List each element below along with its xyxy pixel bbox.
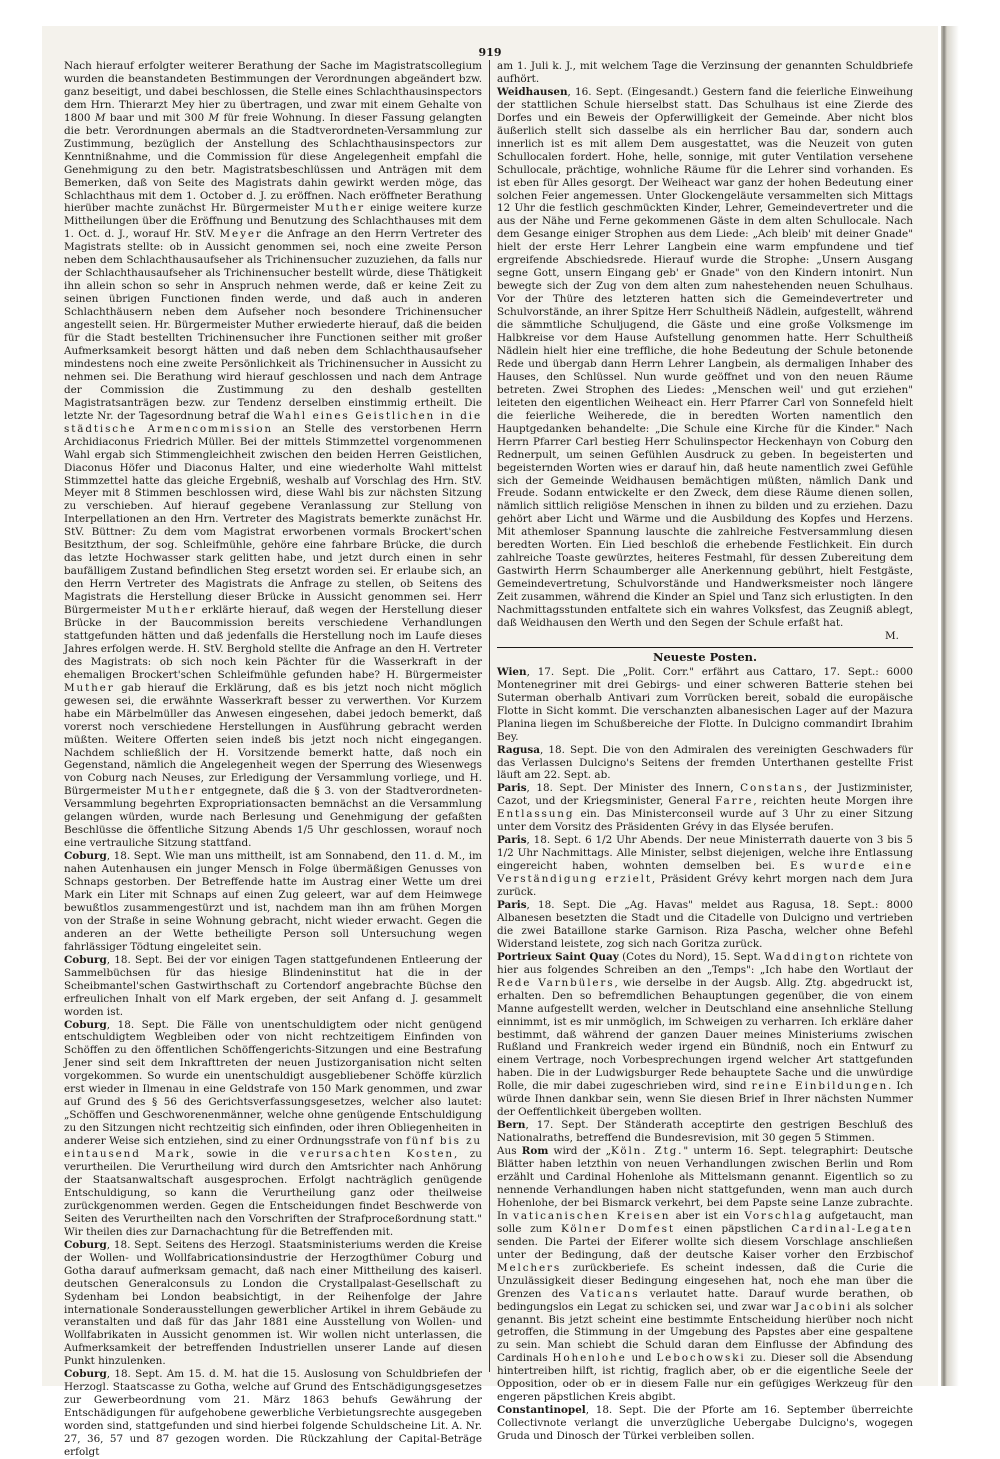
- article-coburg-wollindustrie: [64, 1239, 482, 1369]
- text-run: erklärte hierauf, daß wegen der Herstellung dieser Brücke in der Baucommission bereits verschiedene Verhandlungen stattgefunden hätten und daß jedenfalls die Herstellung noch im Laufe dieses Jahres erfolgen werde. H. StV. Berghold stellte die Anfrage an den H. Vertreter des Magistrats: ob sich noch kein Pächter für die Wasserkraft in der ehemaligen Brockert'schen Schleifmühle gefunden habe? H. Bürgermeister: [64, 604, 483, 681]
- spaced-phrase: Rede Varnbülers: [497, 976, 615, 989]
- spaced-phrase: Es wurde eine Verständigung erzielt: [497, 860, 913, 886]
- text-run: , 18. Sept. Bei der vor einigen Tagen stattgefundenen Entleerung der Sammelbüchsen für das hiesige Blindeninstitut hat die in der Scheibmantel'schen Gastwirthschaft zu Cortendorf angebrachte Büchse den erfreulichen Inhalt von elf Mark ergeben, der seit Anfang d. J. gesammelt worden ist.: [64, 953, 482, 1018]
- spaced-name: Muther: [145, 785, 197, 798]
- text-run: einige weitere kurze Mittheilungen über die Eröffnung und Benutzung des Schlachthauses mit dem 1. Oct. d. J., worauf Hr. StV.: [64, 202, 482, 241]
- dateline: Coburg: [64, 1368, 107, 1381]
- text-run: , 18. Sept. Seitens des Herzogl. Staatsministeriums werden die Kreise der Wollen- und Wollfabricationsindustrie der Herzogthümer Coburg und Gotha darauf aufmerksam gemacht, daß nach einer Mittheilung des kaiserl. deutschen Generalconsuls zu London die Crystallpalast-Gesellschaft zu Sydenham bei London beabsichtigt, in der Reihenfolge der Jahre internationale Sonderausstellungen gewerblicher Artikel in ihrem Gebäude zu veranstalten und daß für das Jahr 1881 eine Ausstellung von Wollen- und Wollfabrikaten in Aussicht genommen ist. Wir wollen nicht unterlassen, die Aufmerksamkeit der betreffenden Industriellen unserer Lande auf diesen Punkt hinzulenken.: [64, 1238, 482, 1368]
- spaced-phrase: Vorschlag: [744, 1209, 814, 1222]
- right-column: [497, 60, 913, 1443]
- text-run: an Stelle des verstorbenen Herrn Archidiaconus Friedrich Müller. Bei der mittels Stimmzettel vorgenommenen Wahl ergab sich Stimmengleichheit zwischen den beiden Herren Geistlichen, Diaconus Höfer und Diaconus Halter, und eine wiederholte Wahl mittelst Stimmzettel hatte das gleiche Ergebniß, weshalb auf Vorschlag des Hrn. StV. Meyer mit 8 Stimmen beschlossen wird, diese Wahl bis zur nächsten Sitzung zu verschieben. Auf hierauf gegebene Veranlassung zur Stellung von Interpellationen an den Hrn. Vertreter des Magistrats bemerkte zunächst Hr. StV. Büttner: Zu dem vom Magistrat erworbenen vormals Brockert'schen Besitzthum, der sog. Schleifmühle, gehöre eine fahrbare Brücke, die durch das letzte Hochwasser stark gelitten habe, und jetzt durch einen in sehr baufälligem Zustand befindlichen Steg ersetzt worden sei. Er erlaube sich, an den Herrn Vertreter des Magistrats die Anfrage zu stellen, ob Seitens des Magistrats die Herstellung dieser Brücke in Aussicht genommen sei. Herr Bürgermeister: [64, 422, 482, 617]
- left-column: [64, 60, 482, 1459]
- spaced-phrase: Kölner Domfest: [561, 1222, 675, 1235]
- text-run: am 1. Juli k. J., mit welchem Tage die Verzinsung der genannten Schuldbriefe aufhört.: [497, 60, 913, 85]
- text-run: (Cotes du Nord), 15. Sept.: [618, 950, 765, 963]
- section-divider: [497, 647, 913, 648]
- spaced-phrase: reine Einbildungen: [751, 1080, 889, 1093]
- dateline: Constantinopel: [497, 1404, 586, 1417]
- text-run: , 18. Sept. Die der Pforte am 16. September überreichte Collectivnote verlangt die unverzügliche Uebergabe Dulcigno's, wogegen Gruda und Dinosch der Türkei verbleiben sollen.: [497, 1404, 913, 1443]
- text-run: und: [626, 1352, 657, 1365]
- article-bern: [497, 1119, 913, 1145]
- text-run: , zu verurtheilen. Die Verurtheilung wird durch den Amtsrichter nach Anhörung der Staatsanwaltschaft ausgesprochen. Erfolgt nachträglich genügende Entschuldigung, so kann die Verurtheilung ganz oder theilweise zurückgenommen werden. Gegen die Entscheidungen findet Beschwerde von Seiten des Verurtheilten nach den Vorschriften der Strafproceßordnung statt." Wir theilen dies zur Darnachachtung für die Betreffenden mit.: [64, 1148, 482, 1238]
- article-schuldbriefe-continued: [497, 60, 913, 86]
- text-run: , sowie in die: [190, 1148, 301, 1161]
- article-wien: [497, 666, 913, 744]
- article-magistrat-session: [64, 60, 482, 850]
- article-portrieux: [497, 951, 913, 1119]
- dateline: Ragusa: [497, 743, 541, 756]
- text-run: aufgetaucht, man solle zum: [497, 1209, 914, 1235]
- text-run: die Anfrage an den Herrn Vertreter des Magistrats stellte: ob in Aussicht genommen sei, noch eine zweite Person neben dem Schlachthausaufseher als Trichinensucher zuzuziehen, da falls nur der Schlachthausaufseher als Trichinensucher bestellt würde, diese Thätigkeit ihn allein schon so sehr in Anspruch nehmen werde, daß er keine Zeit zu seinen übrigen Functionen finden werde, und daß auch in anderen Schlachthäusern neben dem Aufseher noch besondere Trichinensucher angestellt seien. Hr. Bürgermeister Muther erwiederte hierauf, daß die beiden für die Stadt bestellten Trichinensucher ihre Functionen seither mit großer Aufmerksamkeit besorgt hätten und daß neben dem Schlachthausaufseher mindestens noch eine zweite Persönlichkeit als Trichinensucher in Aussicht zu nehmen sei. Die Berathung wird hierauf geschlossen und nach dem Antrage der Commission die Zustimmung zu den deshalb gestellten Magistratsanträgen bezw. zur Tendenz derselben einstimmig ertheilt. Die letzte Nr. der Tagesordnung betraf die: [64, 228, 482, 422]
- spaced-name: Meyer: [219, 228, 263, 241]
- article-paris-2: [497, 834, 913, 899]
- text-run: " unterm 16. Sept. telegraphirt: Deutsche Blätter haben letzthin von neuen Verhandlungen zwischen Berlin und Rom erzählt und Cardinal Hohenlohe als Mittelsmann genannt. Eigentlich so zu nennende Verhandlungen haben nicht stattgefunden, wenn man auch durch Hohenlohe, der bei Bismarck verkehrt, bei dem Papste seine Lanze zubrachte. In: [497, 1145, 913, 1222]
- spaced-name: Waddington: [764, 950, 847, 963]
- section-title: Neueste Posten.: [652, 649, 758, 664]
- dateline: Weidhausen: [497, 85, 568, 98]
- dateline: Rom: [521, 1145, 549, 1158]
- text-run: zu. Dieser soll die Absendung hintertreiben hilft, ist richtig, fraglich aber, ob er die eigentliche Seele der Opposition, oder ob er in diesem Falle nur ein gefügiges Werkzeug für den engeren päpstlichen Kreis abgibt.: [497, 1352, 913, 1404]
- dateline: Coburg: [64, 1238, 107, 1251]
- spaced-name: Melchers: [497, 1261, 562, 1274]
- text-run: , 18. Sept. Wie man uns mittheilt, ist am Sonnabend, den 11. d. M., im nahen Autenhausen ein junger Mensch in Folge übermäßigen Genusses von Schnaps gestorben. Der Betreffende hatte im Austrag einer Wette um drei Mark ein Liter mit Schnaps auf einen Zug geleert, war auf dem Heimwege bewußtlos zusammengestürzt und ist, nachdem man ihn am frühen Morgen von der Straße in seine Wohnung gebracht, nicht wieder erwacht. Gegen die anderen an der Wette betheiligte Person soll Untersuchung wegen fahrlässiger Tödtung eingeleitet sein.: [64, 850, 482, 953]
- text-run: , 18. Sept. Die „Ag. Havas" meldet aus Ragusa, 18. Sept.: 8000 Albanesen besetzten die Stadt und die Citadelle von Dulcigno und vertrieben die zwei Bataillone starke Garnison. Riza Pascha, welcher ohne Befehl Widerstand leistete, zog sich nach Goritza zurück.: [497, 899, 913, 950]
- text-run: . Ich würde Ihnen dankbar sein, wenn Sie diesen Brief in Ihrer nächsten Nummer der Oeffentlichkeit übergeben wollten.: [497, 1080, 913, 1119]
- text-run: zurückberiefe. Es scheint indessen, daß die Curie die Unzulässigkeit dieser Bedingung eingesehen hat, noch ehe man über die Grenzen des: [497, 1261, 913, 1300]
- spaced-name: Farre: [715, 795, 754, 808]
- spaced-name: Vaticans: [580, 1287, 640, 1300]
- spaced-name: Hohenlohe: [552, 1352, 627, 1365]
- spaced-phrase: vaticanischen Kreisen: [513, 1209, 671, 1222]
- article-coburg-blindeninstitut: [64, 954, 482, 1019]
- article-coburg-schuldbriefe: [64, 1368, 482, 1459]
- article-signature: M.: [885, 629, 899, 642]
- text-run: , 18. Sept. 6 1/2 Uhr Abends. Der neue Ministerrath dauerte von 3 bis 5 1/2 Uhr Nachmittags. Alle Minister, selbst diejenigen, welche ihre Entlassung eingereicht haben, wohnten demselben bei.: [497, 834, 913, 873]
- column-divider: [489, 60, 490, 1372]
- text-run: richtete von hier aus folgendes Schreiben an den „Temps": „Ich habe den Wortlaut der: [497, 950, 914, 976]
- spaced-name: Lebochowski: [656, 1352, 746, 1365]
- text-run: einen päpstlichen: [674, 1222, 792, 1235]
- text-run: , 16. Sept. (Eingesandt.) Gestern fand die feierliche Einweihung der stattlichen Schule hierselbst statt. Das Schulhaus ist eine Zierde des Dorfes und ein Beweis der Opferwilligkeit der Gemeinde. Aber nicht blos äußerlich stellt sich dasselbe als ein herrlicher Bau dar, sondern auch innerlich ist es mit allem Dem ausgestattet, was die Neuzeit von guten Schullocalen fordert. Hohe, helle, sonnige, mit guter Ventilation versehene Schullocale, prächtige, wohnliche Räume für die Lehrer sind vorhanden. Es ist eben für Alles gesorgt. Der Weiheact war ganz der hohen Bedeutung einer solchen Feier angemessen. Unter Glockengeläute versammelten sich Mittags 12 Uhr die festlich geschmückten Kinder, Lehrer, Gemeindevertreter und die aus der Nähe und Ferne gekommenen Gäste in dem alten Schullocale. Nach dem Gesange einiger Strophen aus dem Liede: „Ach bleib' mit deiner Gnade" hielt der erste Herr Lehrer Langbein eine warm empfundene und tief ergreifende Abschiedsrede. Hierauf wurde die Strophe: „Unsern Ausgang segne Gott, unsern Eingang geb' er Gnade" von den Kindern intonirt. Nun bewegte sich der Zug von dem alten zum nahestehenden neuen Schulhaus. Vor der Thüre des letzteren hatten sich die Gemeindevertreter und Schulvorstände, an ihrer Spitze Herr Schultheiß Nädlein, aufgestellt, während die sämmtliche Schuljugend, die Gäste und eine große Volksmenge im Halbkreise vor dem Hause Aufstellung genommen hatte. Herr Schultheiß Nädlein hielt hier eine treffliche, die hohe Bedeutung der Schule betonende Rede und übergab dann Herrn Lehrer Langbein, als dermaligen Inhaber des Hauses, den Schlüssel. Nun wurde geöffnet und von den neuen Räume betreten. Zwei Strophen des Liedes: „Menschen weil' und gut erziehen" leiteten den eigentlichen Weiheact ein. Herr Pfarrer Carl von Sonnefeld hielt die feierliche Weiherede, die in beredten Worten namentlich den Hauptgedanken behandelte: „Die Schule eine Kirche für die Kinder." Nach Herrn Pfarrer Carl bestieg Herr Schulinspector Heckenhayn von Coburg den Rednerpult, um seinen Gefühlen Ausdruck zu geben. In begeisterten und begeisternden Worten wies er darauf hin, daß heute namentlich zwei Gefühle sich der Gemeinde Weidhausen bemächtigen müßten, nämlich Dank und Freude. Sodann entwickelte er den Zweck, dem diese Räume dienen sollen, nämlich sittlich religiöse Menschen in ihnen zu bilden und zu erziehen. Dazu gehört aber Licht und Wärme und die Ausbildung des Kopfes und Herzens. Mit athemloser Spannung lauschte die zahlreiche Festversammlung diesen beredten Worten. Ein Lied beschloß die erhebende Festlichkeit. Ein durch zahlreiche Toaste gewürztes, heiteres Festmahl, für dessen Zubereitung dem Gastwirth Herrn Schaumberger alle Anerkennung gebührt, hielt Festgäste, Gemeindevertretung, Schulvorstände und Handwerksmeister noch längere Zeit zusammen, während die Kinder an Spiel und Tanz sich erlustigten. In den Nachmittagsstunden entfaltete sich ein wahres Volksfest, das Zeugniß ablegt, daß Weidhausen den Werth und den Segen der Schule erfaßt hat.: [497, 85, 913, 629]
- dateline: Wien: [497, 665, 527, 678]
- article-coburg-schnaps: [64, 850, 482, 954]
- spaced-name: Köln. Ztg.: [611, 1145, 684, 1158]
- spaced-name: Jacobini: [794, 1300, 853, 1313]
- text-run: , Präsident Grévy kehrt morgen nach dem Jura zurück.: [497, 873, 913, 899]
- spaced-name: Constans: [740, 782, 804, 795]
- spaced-name: Muther: [64, 681, 115, 694]
- spaced-name: Muther: [146, 604, 197, 617]
- spaced-phrase: Entlassung: [497, 808, 575, 821]
- text-run: Aus: [497, 1145, 522, 1158]
- text-run: für freie Wohnung. In dieser Fassung gelangten die betr. Verordnungen abermals an die Stadtverordneten-Versammlung zur Zustimmung, bezüglich der Anstellung des Schlachthausinspectors zur Kenntnißnahme, und die Commission für diese Angelegenheit empfahl die Genehmigung zu den betr. Magistratsbeschlüssen und Anträgen mit dem Bemerken, daß von Seite des Magistrats dahin gewirkt werden möge, das Schlachthaus mit dem 1. October d. J. zu eröffnen. Nach eröffneter Berathung hierüber machte zunächst Hr. Bürgermeister: [64, 111, 482, 215]
- spaced-phrase: Wahl eines Geistlichen in die städtische Armencommission: [64, 409, 482, 435]
- dateline: Coburg: [64, 1018, 107, 1031]
- dateline: Paris: [497, 834, 527, 847]
- text-run: , der Justizminister, Cazot, und der Kriegsminister, General: [497, 782, 913, 808]
- text-run: aber ist ein: [670, 1209, 745, 1222]
- text-run: ein. Das Ministerconseil wurde auf 3 Uhr zu einer Sitzung unter dem Vorsitz des Präsidenten Grévy in das Elysée berufen.: [497, 808, 913, 834]
- dateline: Paris: [497, 899, 527, 911]
- text-run: Nach hierauf erfolgter weiterer Berathung der Sache im Magistratscollegium wurden die beanstandeten Bestimmungen der Verordnungen abgeändert bzw. ganz beseitigt, und dabei beschlossen, die Stelle eines Schlachthausinspectors dem Hrn. Thierarzt Mey hier zu übertragen, und zwar mit einem Gehalte von 1800: [64, 60, 482, 124]
- text-run: , 18. Sept. Die von den Admiralen des vereinigten Geschwaders für das Verlassen Dulcigno's Seitens der fremden Unterthanen gestellte Frist läuft am 22. Sept. ab.: [497, 743, 913, 782]
- article-constantinopel: [497, 1404, 913, 1443]
- article-weidhausen: [497, 86, 913, 630]
- article-rom: [497, 1145, 913, 1404]
- dateline: Portrieux Saint Quay: [497, 950, 619, 963]
- text-run: , 18. Sept. Die Fälle von unentschuldigtem oder nicht genügend entschuldigtem Wegbleiben oder von nicht rechtzeitigem Einfinden von Schöffen zu den öffentlichen Schöffengerichts-Sitzungen und eine Bestrafung Jener sind seit dem Inkrafttreten der neuen Justizorganisation nicht selten vorgekommen. So wurde ein unentschuldigt ausgebliebener Schöffe kürzlich erst wieder in Ilmenau in eine Geldstrafe von 150 Mark genommen, und zwar auf Grund des § 56 des Gerichtsverfassungsgesetzes, welcher also lautet: „Schöffen und Geschworenenmänner, welche ohne genügende Entschuldigung zu den Sitzungen nicht rechtzeitig sich einfinden, oder ihren Obliegenheiten in anderer Weise sich entziehen, sind zu einer Ordnungsstrafe von: [64, 1018, 482, 1148]
- spaced-name: Muther: [314, 202, 365, 215]
- spaced-phrase: verursachten Kosten: [300, 1148, 454, 1161]
- text-run: gab hierauf die Erklärung, daß es bis jetzt noch nicht möglich gewesen sei, die erwähnte Wasserkraft besser zu verwerthen. Vor Kurzem habe ein Märbelmüller das Anwesen eingesehen, dabei jedoch bemerkt, daß vorerst noch verschiedene Herstellungen in Ausführung gebracht werden müßten. Weitere Offerten seien indeß bis jetzt noch nicht eingegangen. Nachdem schließlich der H. Vorsitzende bemerkt hatte, daß noch ein Gegenstand, nämlich die Angelegenheit wegen der Sperrung des Wiesenwegs von Coburg nach Neuses, zur Erledigung der Versammlung vorliege, und H. Bürgermeister: [64, 681, 482, 798]
- article-ragusa: [497, 744, 913, 783]
- text-run: als solcher genannt. Bis jetzt scheint eine bestimmte Entscheidung hierüber noch nicht getroffen, die Stimmung in der Umgebung des Papstes aber eine gespaltene zu sein. Man schiebt die Schuld daran dem Einflusse der Abfindung des Cardinals: [497, 1300, 913, 1365]
- dateline: Paris: [497, 782, 527, 795]
- text-run: entgegnete, daß die § 3. von der Stadtverordneten-Versammlung begehrten Expropriationsacten bemnächst an die Versammlung gelangen würden, wurde nach Berlesung und Genehmigung der gefaßten Beschlüsse die öffentliche Sitzung Abends 1/5 Uhr geschlossen, worauf noch eine vertrauliche Sitzung stattfand.: [64, 785, 482, 850]
- article-paris-3: [497, 899, 913, 951]
- currency-mark: M: [208, 111, 220, 124]
- text-run: verlautet hatte. Darauf wurde berathen, ob bedingungslos ein Legat zu schicken sei, und zwar war: [497, 1287, 913, 1313]
- article-paris-1: [497, 782, 913, 834]
- page-number: 919: [478, 46, 502, 59]
- text-run: , 17. Sept. Der Ständerath acceptirte den gestrigen Beschluß des Nationalraths, betreffend die Bundesrevision, mit 30 gegen 5 Stimmen.: [497, 1119, 913, 1145]
- dateline: Coburg: [64, 953, 107, 966]
- text-run: senden. Die Partei der Eiferer wollte sich diesem Vorschlage anschließen unter der Bedingung, daß der deutsche Kaiser vorher den Erzbischof: [497, 1235, 913, 1261]
- dateline: Coburg: [64, 850, 107, 863]
- text-run: , wie derselbe in der Augsb. Allg. Ztg. abgedruckt ist, erhalten. Den so befremdlichen Behauptungen gegenüber, die von einem Manne aufgestellt werden, welcher in Deutschland eine ansehnliche Stellung einnimmt, ist es mir unmöglich, im Schweigen zu verharren. Ich erkläre daher bestimmt, daß während der ganzen Dauer meines Ministeriums zwischen Rußland und Frankreich weder irgend ein Bündniß, noch ein Entwurf zu einem Vertrage, noch Vorbesprechungen irgend welcher Art stattgefunden haben. Die in der Ludwigsburger Rede behauptete Sache und die unwürdige Rolle, die mir dabei zugeschrieben wird, sind: [497, 976, 913, 1093]
- spaced-phrase: fünf bis zu eintausend Mark: [64, 1135, 482, 1161]
- spaced-phrase: Cardinal-Legaten: [791, 1222, 913, 1235]
- page-edge-shadow: [941, 26, 959, 1386]
- text-run: , 18. Sept. Der Minister des Innern,: [526, 782, 741, 795]
- text-run: , reichten heute Morgen ihre: [753, 795, 914, 808]
- dateline: Bern: [497, 1119, 526, 1132]
- text-run: , 17. Sept. Die „Polit. Corr." erfährt aus Cattaro, 17. Sept.: 6000 Montenegriner mit drei Gebirgs- und einer schweren Batterie stehen bei Suterman oberhalb Antivari zum Vorrücken bereit, sobald die europäische Flotte in Sicht kommt. Die verschanzten albanesischen Lager auf der Mazura Planina liegen im Schußbereiche der Flotte. In Dulcigno commandirt Ibrahim Bey.: [497, 665, 913, 743]
- text-run: wird der „: [548, 1145, 611, 1158]
- text-run: baar und mit 300: [105, 111, 209, 124]
- article-coburg-schoeffen: [64, 1019, 482, 1239]
- text-run: , 18. Sept. Am 15. d. M. hat die 15. Auslosung von Schuldbriefen der Herzogl. Staatscasse zu Gotha, welche auf Grund des Entschädigungsgesetzes zur Gewerbeordnung vom 21. März 1863 behufs Gewährung der Entschädigungen für aufgehobene gewerbliche Verbietungsrechte ausgegeben worden sind, stattgefunden und sind hierbei folgende Schuldscheine Lit. A. Nr. 27, 36, 57 und 87 gezogen worden. Die Rückzahlung der Capital-Beträge erfolgt: [64, 1368, 482, 1458]
- currency-mark: M: [94, 111, 106, 124]
